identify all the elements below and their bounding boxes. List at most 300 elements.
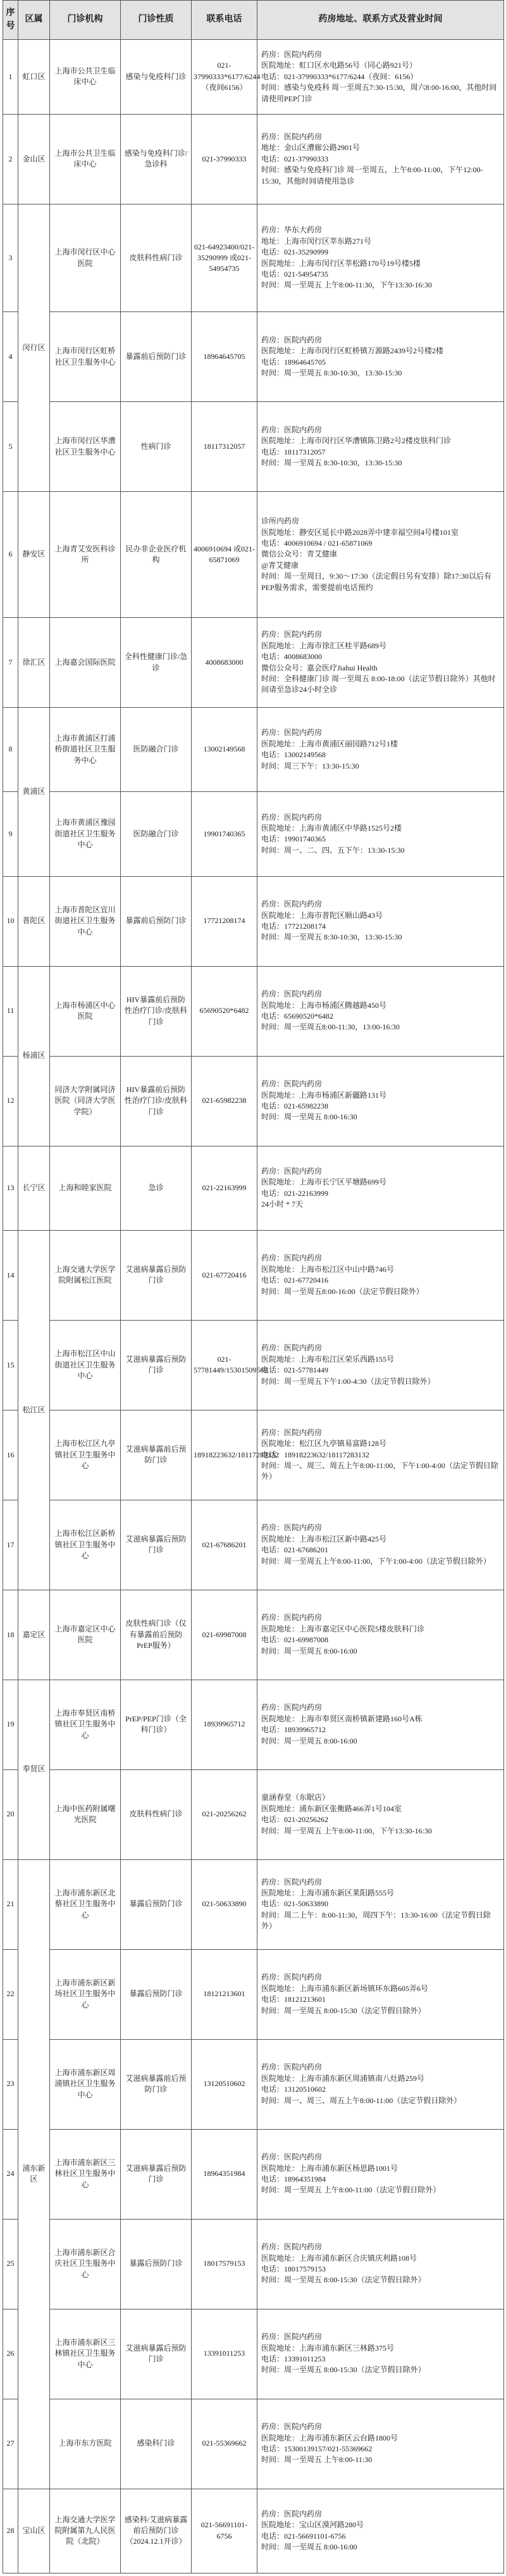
row-nature: 性病门诊 [121,402,192,492]
row-pharmacy-info [257,2129,504,2219]
info-line: 微信公众号：嘉会医疗Jiahui Health [261,663,378,672]
row-district: 长宁区 [18,1146,50,1230]
row-pharmacy-info [257,1320,504,1410]
info-line: 医院地址：上海市闵行区虹桥镇万源路2439号2号楼2楼 [261,346,444,356]
info-line: 电话：021-54954735 [261,270,328,279]
table-row [3,792,504,876]
info-line: 时间：全科健康门诊 周一至周五 8:00-18:00（法定节假日除外）其他时间请至急诊24小时全诊 [261,674,496,694]
info-line: 电话：65690520*6482 [261,1012,334,1021]
row-pharmacy-info [257,1410,504,1500]
info-line: 时间：周一至周五 上午8:00-11:30 [261,2455,373,2465]
row-nature: 艾滋病暴露前后预防门诊 [121,2039,192,2129]
table-row [3,2309,504,2399]
row-pharmacy-info [257,876,504,966]
table-row [3,312,504,402]
info-line: 电话：021-37990333 [261,154,328,163]
info-line: 地址：上海市闵行区莘东路271号 [261,236,372,246]
row-seq: 8 [3,708,18,792]
row-phone: 021-22163999 [192,1146,257,1230]
row-seq: 11 [3,966,18,1056]
info-line: 诊所内药房 [261,517,300,526]
row-phone: 19901740365 [192,792,257,876]
row-nature: HIV暴露前后预防性治疗门诊/皮肤科门诊 [121,1056,192,1146]
row-institution: 上海市公共卫生临床中心 [50,40,121,115]
row-nature: 暴露前后预防门诊 [121,876,192,966]
info-line: 地址：金山区漕廊公路2901号 [261,143,361,153]
info-line: 药房：医院内药房 [261,2422,323,2432]
row-pharmacy-info [257,708,504,792]
info-line: 电话：17721208174 [261,922,326,931]
row-seq: 9 [3,792,18,876]
row-institution: 上海市东方医院 [50,2399,121,2489]
info-line: 医院地址：上海市浦东新区杨思路1001号 [261,2163,398,2173]
info-line: 电话：15300139157/021-55369662 [261,2444,373,2454]
info-line: 时间：周一至周五 上午8:00-11:00，下午13:30-16:30 [261,1826,432,1835]
info-line: 药房：医院内药房 [261,2063,323,2072]
row-pharmacy-info [257,2219,504,2309]
info-line: 药房：医院内药房 [261,336,323,345]
row-nature: 全科性健康门诊/急诊 [121,618,192,708]
table-row [3,204,504,311]
row-nature: 民办非企业医疗机构 [121,492,192,618]
row-institution: 上海市闵行区虹桥社区卫生服务中心 [50,312,121,402]
row-nature: 艾滋病暴露后预防门诊 [121,1500,192,1590]
row-phone: 65690520*6482 [192,966,257,1056]
header-district: 区属 [18,1,50,40]
row-district: 徐汇区 [18,618,50,708]
row-seq: 10 [3,876,18,966]
table-row [3,1410,504,1500]
row-phone: 18121213601 [192,1949,257,2039]
row-pharmacy-info [257,1769,504,1859]
table-row [3,708,504,792]
row-seq: 20 [3,1769,18,1859]
row-institution: 上海交通大学医学院附属松江医院 [50,1230,121,1320]
row-district: 奉贤区 [18,1680,50,1859]
row-phone: 18017579153 [192,2219,257,2309]
row-nature: 感染科/艾滋病暴露前后预防门诊（2024.12.1开诊） [121,2489,192,2573]
table-row [3,1680,504,1769]
row-pharmacy-info [257,1859,504,1949]
row-district: 宝山区 [18,2489,50,2573]
row-phone: 13120510602 [192,2039,257,2129]
info-line: 电话：021-20256262 [261,1815,328,1825]
info-line: 电话：18964645705 [261,357,326,367]
info-line: 时间：周一至周日，9:30～17:30（法定假日另有安排）除17:30以后有PEP服务需求，需要提前电话预约 [261,572,492,592]
info-line: 医院地址：上海市闵行区华漕镇陈卫路2号2楼皮肤科门诊 [261,436,452,446]
row-seq: 13 [3,1146,18,1230]
table-header-row [3,1,504,40]
row-nature: 艾滋病暴露后预防门诊 [121,2129,192,2219]
row-pharmacy-info [257,2309,504,2399]
header-nature: 门诊性质 [121,1,192,40]
row-phone: 18918223632/18117283132 [192,1410,257,1500]
header-institution: 门诊机构 [50,1,121,40]
info-line: 电话：021-22163999 [261,1188,328,1198]
row-seq: 23 [3,2039,18,2129]
row-pharmacy-info [257,1680,504,1769]
row-phone: 18964351984 [192,2129,257,2219]
info-line: 药房：医院内药房 [261,2332,323,2342]
table-row [3,1056,504,1146]
info-line: 药房：医院内药房 [261,1343,323,1353]
info-line: 医院地址：上海市浦东新区莱阳路555号 [261,1888,395,1898]
table-row [3,966,504,1056]
row-seq: 21 [3,1859,18,1949]
info-line: 医院地址：上海市嘉定区中心医院5楼皮肤科门诊 [261,1624,425,1633]
row-institution: 上海市闵行区华漕社区卫生服务中心 [50,402,121,492]
info-line: 医院地址：浦东新区张衡路466弄1号104室 [261,1804,402,1813]
row-phone: 021-65982238 [192,1056,257,1146]
info-line: 药房：医院内药房 [261,990,323,999]
row-seq: 26 [3,2309,18,2399]
row-seq: 18 [3,1590,18,1680]
row-seq: 16 [3,1410,18,1500]
row-phone: 021-64923400/021-35290999 或021-54954735 [192,204,257,311]
row-nature: 艾滋病暴露后预防门诊 [121,2309,192,2399]
info-line: 时间：周一至周五上午8:00-11:00，下午1:00-4:00（法定节假日除外） [261,1556,491,1566]
table-row [3,618,504,708]
row-institution: 上海市浦东新区周浦镇社区卫生服务中心 [50,2039,121,2129]
info-line: 医院地址：松江区九亭镇易富路128号 [261,1439,387,1448]
row-district: 浦东新区 [18,1859,50,2489]
table-row [3,2039,504,2129]
row-pharmacy-info [257,312,504,402]
info-line: 电话：19901740365 [261,834,326,844]
row-institution: 上海市嘉定区中心医院 [50,1590,121,1680]
info-line: 电话：4008683000 [261,652,323,662]
row-institution: 上海市杨浦区中心医院 [50,966,121,1056]
info-line: 药房：医院内药房 [261,425,323,435]
row-seq: 1 [3,40,18,115]
info-line: 时间：感染与免疫科 周一至周五7:30-15:30，周六8:00-16:00，其他时间请使用PEP门诊 [261,83,497,103]
info-line: 时间：周一至周五 8:30-10:30，13:30-15:30 [261,933,402,942]
table-row [3,2489,504,2573]
info-line: 时间：周一至周五8:00-16:00（法定节假日除外） [261,1286,424,1296]
info-line: 医院地址：上海市长宁区平塘路699号 [261,1178,387,1187]
row-district: 金山区 [18,114,50,204]
info-line: 电话：021-65982238 [261,1102,328,1111]
row-institution: 上海市闵行区中心医院 [50,204,121,311]
row-seq: 19 [3,1680,18,1769]
row-phone: 18117312057 [192,402,257,492]
row-phone: 13002149568 [192,708,257,792]
row-pharmacy-info [257,1500,504,1590]
info-line: 时间：周一至周五下午1:00-4:30（法定节假日除外） [261,1376,435,1386]
info-line: 电话：021-37990333*6177/6244（夜间：6156） [261,72,418,81]
info-line: 时间：周一至周五 8:00-15:30（法定节假日除外） [261,2006,426,2015]
row-pharmacy-info [257,2039,504,2129]
row-institution: 上海市浦东新区三林镇社区卫生服务中心 [50,2309,121,2399]
row-institution: 上海市松江区九亭镇社区卫生服务中心 [50,1410,121,1500]
row-nature: 医防融合门诊 [121,792,192,876]
info-line: 药房：医院内药房 [261,1428,323,1437]
row-seq: 24 [3,2129,18,2219]
info-line: 时间：感染与免疫科门诊 周一至周五，上午8:00-11:00，下午12:00-15:30，其他时间请使用急诊 [261,165,483,185]
row-pharmacy-info [257,402,504,492]
info-line: 医院地址：上海市松江区中山中路746号 [261,1264,395,1274]
row-seq: 12 [3,1056,18,1146]
info-line: 时间：周一至周五 8:00-16:00 [261,1646,357,1656]
row-pharmacy-info [257,1146,504,1230]
info-line: 医院地址：上海市浦东新区合庆镇庆利路108号 [261,2253,417,2263]
row-phone: 4006910694 或021-65871069 [192,492,257,618]
row-institution: 上海市浦东新区合庆社区卫生服务中心 [50,2219,121,2309]
table-row [3,1590,504,1680]
info-line: 电话：021-67720416 [261,1276,328,1285]
row-pharmacy-info [257,966,504,1056]
info-line: 医院地址：静安区延长中路2028弄中建幸福空间4号楼101室 [261,527,459,537]
row-pharmacy-info [257,204,504,311]
row-nature: 暴露后预防门诊 [121,1859,192,1949]
info-line: 药房：医院内药房 [261,1613,323,1623]
info-line: 药房：医院内药房 [261,2152,323,2162]
info-line: 电话：18121213601 [261,1995,326,2004]
row-district: 闵行区 [18,204,50,491]
row-district: 虹口区 [18,40,50,115]
row-institution: 上海市松江区中山街道社区卫生服务中心 [50,1320,121,1410]
row-seq: 15 [3,1320,18,1410]
row-pharmacy-info [257,1590,504,1680]
table-row [3,1949,504,2039]
info-line: 医院地址：上海市杨浦区腾越路450号 [261,1000,387,1010]
row-nature: HIV暴露前后预防性治疗门诊/皮肤科门诊 [121,966,192,1056]
header-seq: 序号 [3,1,18,40]
row-institution: 上海市浦东新区北蔡社区卫生服务中心 [50,1859,121,1949]
row-institution: 上海市浦东新区新场社区卫生服务中心 [50,1949,121,2039]
header-phone: 联系电话 [192,1,257,40]
info-line: 药房：医院内药房 [261,1703,323,1712]
info-line: 时间：周一至周五 8:00-16:00 [261,1736,357,1745]
info-line: 时间：周三下午：13:30-15:30 [261,761,359,770]
row-seq: 14 [3,1230,18,1320]
row-pharmacy-info [257,2489,504,2573]
info-line: 电话：021-35290999 [261,248,328,257]
info-line: 24小时 * 7天 [261,1200,304,1209]
info-line: 时间：周一、二、四、五下午：13:30-15:30 [261,845,405,855]
row-pharmacy-info [257,1949,504,2039]
row-nature: 皮肤性病门诊（仅有暴露前后预防PrEP服务） [121,1590,192,1680]
info-line: 时间：周一至周五 8:00-15:30（法定节假日除外） [261,2365,426,2375]
info-line: 药房：医院内药房 [261,812,323,822]
row-seq: 5 [3,402,18,492]
clinic-table [3,0,504,2573]
row-district: 松江区 [18,1230,50,1590]
info-line: 药房：医院内药房 [261,1523,323,1533]
info-line: 时间：周一至周五8:00-11:30，13:00-16:30 [261,1022,400,1032]
info-line: 药房：医院内药房 [261,50,323,59]
row-phone: 021-69987008 [192,1590,257,1680]
table-row [3,40,504,115]
info-line: 医院地址：上海市浦东新区三林路375号 [261,2343,395,2353]
row-nature: 暴露后预防门诊 [121,1949,192,2039]
info-line: 医院地址：上海市黄浦区丽园路712号1楼 [261,739,398,748]
table-row [3,402,504,492]
row-seq: 4 [3,312,18,402]
row-phone: 021-56691101-6756 [192,2489,257,2573]
row-nature: 艾滋病暴露后预防门诊 [121,1230,192,1320]
info-line: 电话：18918223632/18117283132 [261,1450,369,1459]
header-info: 药房地址、联系方式及营业时间 [257,1,504,40]
row-phone: 17721208174 [192,876,257,966]
info-line: 电话：18017579153 [261,2265,326,2274]
row-nature: 感染科门诊 [121,2399,192,2489]
info-line: 时间：周一、周三、周五上午8:00-11:00（法定节假日除外） [261,2095,462,2105]
row-district: 黄浦区 [18,708,50,877]
row-phone: 021-55369662 [192,2399,257,2489]
table-row [3,1320,504,1410]
table-row [3,492,504,618]
row-nature: PrEP/PEP门诊（全科门诊） [121,1680,192,1769]
info-line: 时间：周一至周五 8:00-16:00 [261,2542,357,2552]
row-institution: 上海市黄浦区打浦桥街道社区卫生服务中心 [50,708,121,792]
row-institution: 上海中医药附属曙光医院 [50,1769,121,1859]
row-institution: 上海市公共卫生临床中心 [50,114,121,204]
info-line: 医院地址：上海市松江区荣乐西路155号 [261,1354,395,1364]
row-district: 杨浦区 [18,966,50,1146]
info-line: 时间：周一至周五 8:00-16:30 [261,1112,357,1122]
row-phone: 021-37990333*6177/6244（夜间6156） [192,40,257,115]
info-line: 医院地址：上海市浦东新区新场镇环东路605弄6号 [261,1983,429,1993]
info-line: 电话：18117312057 [261,447,326,456]
row-phone: 13391011253 [192,2309,257,2399]
row-institution: 上海市普陀区宜川街道社区卫生服务中心 [50,876,121,966]
table-row [3,876,504,966]
info-line: 药房：医院内药房 [261,728,323,738]
table-row [3,1859,504,1949]
info-line: 药房：医院内药房 [261,1253,323,1263]
table-row [3,2219,504,2309]
info-line: 医院地址：上海市普陀区顺山路43号 [261,910,383,920]
row-institution: 上海交通大学医学院附属第九人民医院（北院） [50,2489,121,2573]
row-district: 静安区 [18,492,50,618]
info-line: 医院地址：上海市黄浦区中华路1525号2楼 [261,824,402,833]
info-line: 药房：医院内药房 [261,900,323,909]
row-institution: 上海和睦家医院 [50,1146,121,1230]
info-line: 医院地址：上海市奉贤区南桥镇新建路160号A栋 [261,1714,423,1723]
row-phone: 021-20256262 [192,1769,257,1859]
info-line: 电话：021-69987008 [261,1635,328,1645]
row-phone: 021-50633890 [192,1859,257,1949]
row-pharmacy-info [257,1230,504,1320]
info-line: 电话：021-56691101-6756 [261,2531,346,2541]
row-seq: 17 [3,1500,18,1590]
info-line: 医院地址：上海市杨浦区新疆路131号 [261,1090,387,1100]
row-institution: 上海市浦东新区三林社区卫生服务中心 [50,2129,121,2219]
info-line: 医院地址：上海市闵行区莘松路170号19号楼5楼 [261,258,421,268]
info-line: 医院地址：上海市浦东新区周浦镇南八灶路259号 [261,2073,425,2083]
info-line: 药房：医院内药房 [261,2242,323,2252]
row-pharmacy-info [257,792,504,876]
info-line: 时间：周一至周五 8:30-10:30，13:30-15:30 [261,368,402,378]
table-row [3,1769,504,1859]
row-pharmacy-info [257,1056,504,1146]
info-line: 电话：18964351984 [261,2175,326,2184]
info-line: 时间：周一、周三、周五上午8:00-11:00，下午1:00-4:00（法定节假日除外） [261,1461,498,1481]
info-line: 药房：医院内药房 [261,1166,323,1176]
info-line: 电话：18939965712 [261,1725,326,1735]
row-nature: 感染与免疫科门诊/急诊科 [121,114,192,204]
row-pharmacy-info [257,114,504,204]
info-line: 药房：医院内药房 [261,1877,323,1887]
info-line: 电话：021-57781449 [261,1366,328,1375]
row-phone: 021-67720416 [192,1230,257,1320]
row-nature: 皮肤科性病门诊 [121,1769,192,1859]
table-row [3,1146,504,1230]
row-pharmacy-info [257,2399,504,2489]
info-line: 药房：医院内药房 [261,1973,323,1982]
info-line: 医院地址：宝山区漠河路280号 [261,2520,364,2530]
row-nature: 暴露前后预防门诊 [121,312,192,402]
row-seq: 25 [3,2219,18,2309]
row-nature: 皮肤科性病门诊 [121,204,192,311]
info-line: 药房：华东大药房 [261,225,323,235]
table-row [3,1500,504,1590]
row-institution: 上海嘉会国际医院 [50,618,121,708]
info-line: 电话：13391011253 [261,2354,326,2364]
row-nature: 感染与免疫科门诊 [121,40,192,115]
row-pharmacy-info [257,40,504,115]
info-line: 时间：周一至周五 8:30-10:30，13:30-15:30 [261,458,402,468]
info-line: 药房：医院内药房 [261,1079,323,1089]
row-nature: 急诊 [121,1146,192,1230]
row-seq: 3 [3,204,18,311]
info-line: 医院地址：上海市松江区新中路425号 [261,1534,387,1543]
row-phone: 18964645705 [192,312,257,402]
info-line: 电话：021-50633890 [261,1899,328,1909]
row-seq: 7 [3,618,18,708]
info-line: 微信公众号：青艾健康 [261,550,338,559]
info-line: 电话：021-67686201 [261,1545,328,1555]
row-pharmacy-info [257,618,504,708]
row-district: 嘉定区 [18,1590,50,1680]
info-line: 童涵春堂（东眠店） [261,1793,330,1802]
row-phone: 021-37990333 [192,114,257,204]
info-line: 医院地址：上海市徐汇区桂平路689号 [261,641,387,650]
info-line: 时间：周二上午：8:00-11:30，周四下午：13:30-16:00（法定节假日除外） [261,1910,491,1931]
row-phone: 021-67686201 [192,1500,257,1590]
info-line: 药房：医院内药房 [261,132,323,141]
row-institution: 上海市奉贤区南桥镇社区卫生服务中心 [50,1680,121,1769]
info-line: 医院地址：上海市浦东新区云台路1800号 [261,2433,398,2442]
row-seq: 28 [3,2489,18,2573]
info-line: 药房：医院内药房 [261,2509,323,2518]
row-seq: 6 [3,492,18,618]
info-line: 医院地址：虹口区水电路56号（同心路921号） [261,61,417,70]
row-phone: 18939965712 [192,1680,257,1769]
info-line: 时间：周一至周五 上午8:00-11:30，下午13:30-16:30 [261,280,432,290]
info-line: 时间：周一至周五 上午8:00-11:00（法定节假日除外） [261,2185,441,2195]
row-institution: 上海市松江区新桥镇社区卫生服务中心 [50,1500,121,1590]
info-line: 电话：13002149568 [261,750,326,760]
row-institution: 上海市黄浦区豫园街道社区卫生服务中心 [50,792,121,876]
row-phone: 021-57781449/15301509569 [192,1320,257,1410]
table-row [3,2399,504,2489]
row-nature: 艾滋病暴露后预防门诊 [121,1320,192,1410]
info-line: 电话：13120510602 [261,2085,326,2094]
row-pharmacy-info [257,492,504,618]
row-nature: 医防融合门诊 [121,708,192,792]
info-line: 电话：4006910694 / 021-65871069 [261,539,373,548]
row-nature: 艾滋病暴露前后预防门诊 [121,1410,192,1500]
row-nature: 暴露后预防门诊 [121,2219,192,2309]
row-district: 普陀区 [18,876,50,966]
row-seq: 27 [3,2399,18,2489]
info-line: 药房：医院内药房 [261,630,323,639]
row-phone: 4008683000 [192,618,257,708]
row-seq: 2 [3,114,18,204]
table-row [3,1230,504,1320]
